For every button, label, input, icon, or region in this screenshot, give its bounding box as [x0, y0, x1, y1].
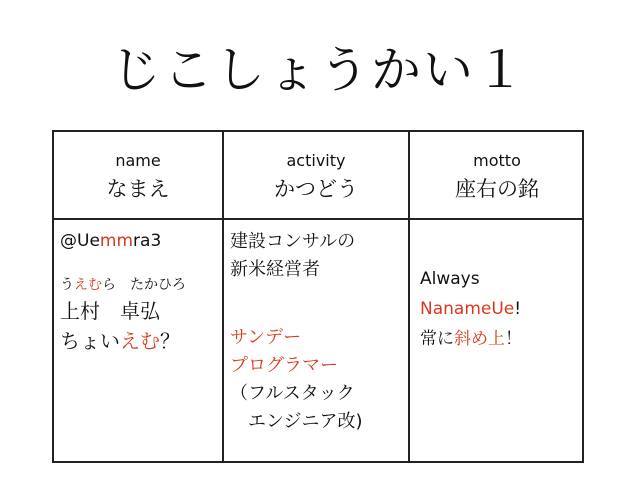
header-activity: [224, 132, 408, 218]
header-motto-jp: 座右の銘: [455, 177, 539, 201]
motto-part: !: [514, 299, 522, 319]
nickname-part-highlight: えむ: [120, 329, 160, 353]
twitter-handle: [60, 228, 220, 254]
motto-highlight: 斜め上: [454, 329, 505, 349]
activity-line: 新米経営者: [230, 259, 320, 280]
row-divider: [54, 218, 582, 220]
handle-part-highlight: mm: [99, 231, 134, 251]
header-name: [54, 132, 222, 218]
nickname: [60, 326, 220, 356]
reading-part: う: [60, 277, 74, 293]
header-activity-en: activity: [286, 151, 346, 170]
motto-part: ！: [505, 329, 522, 349]
header-activity-jp: かつどう: [274, 177, 358, 201]
handle-part: ra3: [133, 231, 162, 251]
intro-table: [52, 130, 584, 463]
reading-part: ら たかひろ: [102, 277, 186, 293]
header-motto: [410, 132, 584, 218]
activity-line: 建設コンサルの: [230, 231, 356, 252]
header-name-en: name: [115, 151, 161, 170]
activity-note: （フルスタック: [230, 383, 355, 404]
activity-highlight: サンデー: [230, 327, 302, 348]
nickname-part: ちょい: [60, 329, 120, 353]
header-motto-en: motto: [473, 151, 521, 170]
name-reading: [60, 274, 220, 296]
motto-part: 常に: [420, 329, 454, 349]
activity-highlight: プログラマー: [230, 355, 338, 376]
activity-note: エンジニア改): [230, 411, 363, 432]
slide-title: じこしょうかい１: [111, 41, 527, 99]
reading-part-highlight: えむ: [74, 277, 102, 293]
motto-highlight: NanameUe: [420, 299, 515, 319]
name-cell: [60, 228, 220, 356]
motto-line: Always: [420, 269, 480, 289]
header-name-jp: なまえ: [106, 177, 170, 201]
activity-cell: [230, 228, 406, 436]
motto-line: [420, 324, 582, 354]
handle-part: @Ue: [60, 231, 100, 251]
nickname-part: ？: [160, 329, 180, 353]
name-kanji: 上村 卓弘: [60, 299, 160, 323]
motto-cell: [420, 264, 582, 354]
motto-line: [420, 294, 582, 324]
